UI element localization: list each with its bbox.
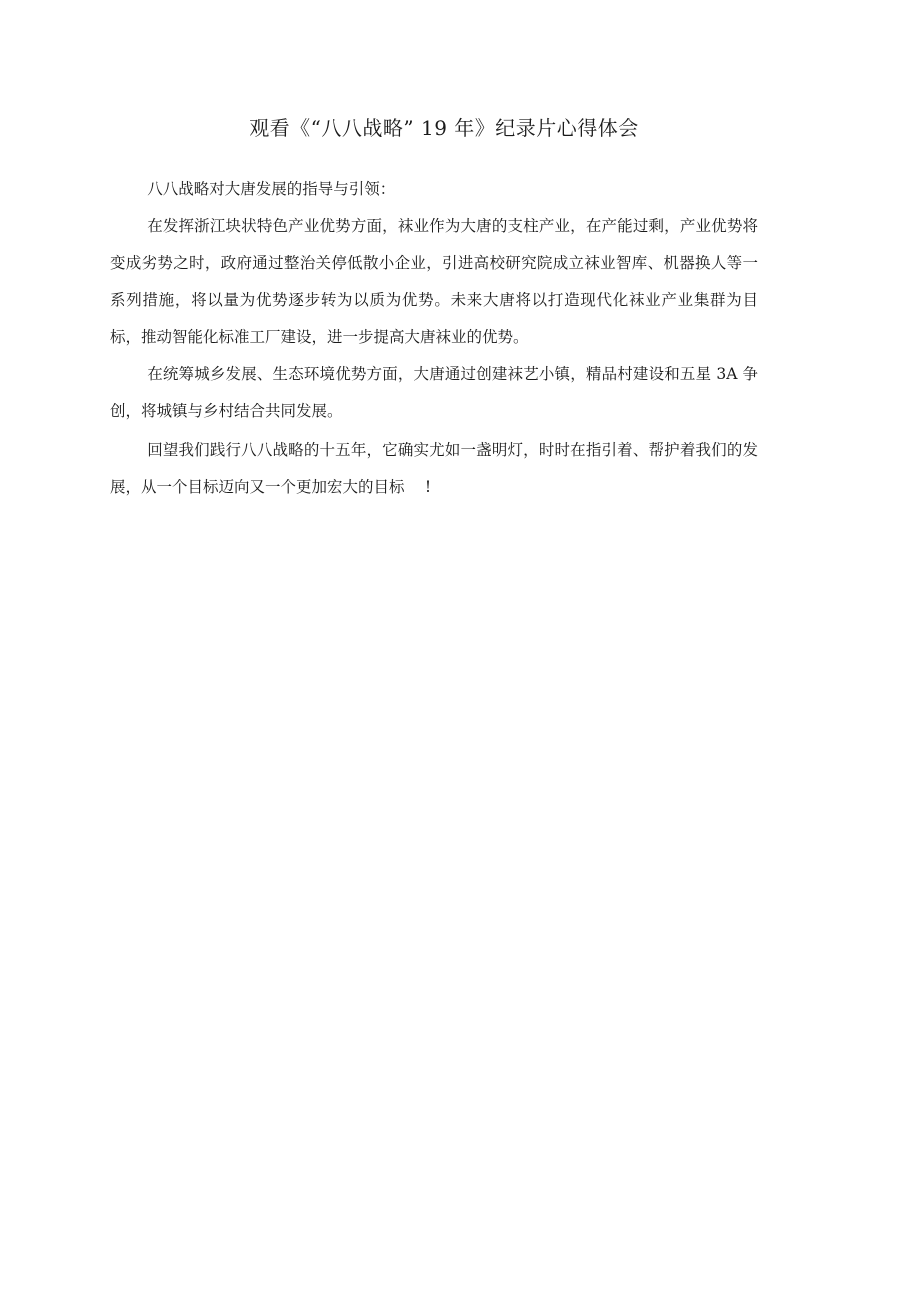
paragraph-industry: 在发挥浙江块状特色产业优势方面，袜业作为大唐的支柱产业，在产能过剩，产业优势将变成劣势之时，政府通过整治关停低散小企业，引进高校研究院成立袜业智库、机器换人等一系列措施，将以量为优势逐步转为以质为优势。未来大唐将以打造现代化袜业产业集群为目标，推动智能化标准工厂建设，进一步提高大唐袜业的优势。 [110, 217, 758, 346]
document-title: 观看《“八八战略” 19 年》纪录片心得体会 [249, 116, 639, 140]
document-body [110, 171, 758, 506]
paragraph-urban-rural: 在统筹城乡发展、生态环境优势方面，大唐通过创建袜艺小镇，精品村建设和五星 3A 争创，将城镇与乡村结合共同发展。 [110, 365, 758, 420]
intro-line: 八八战略对大唐发展的指导与引领： [147, 180, 396, 198]
paragraph-conclusion: 回望我们践行八八战略的十五年，它确实尤如一盏明灯，时时在指引着、帮护着我们的发展，从一个目标迈向又一个更加宏大的目标 ! [110, 441, 758, 496]
